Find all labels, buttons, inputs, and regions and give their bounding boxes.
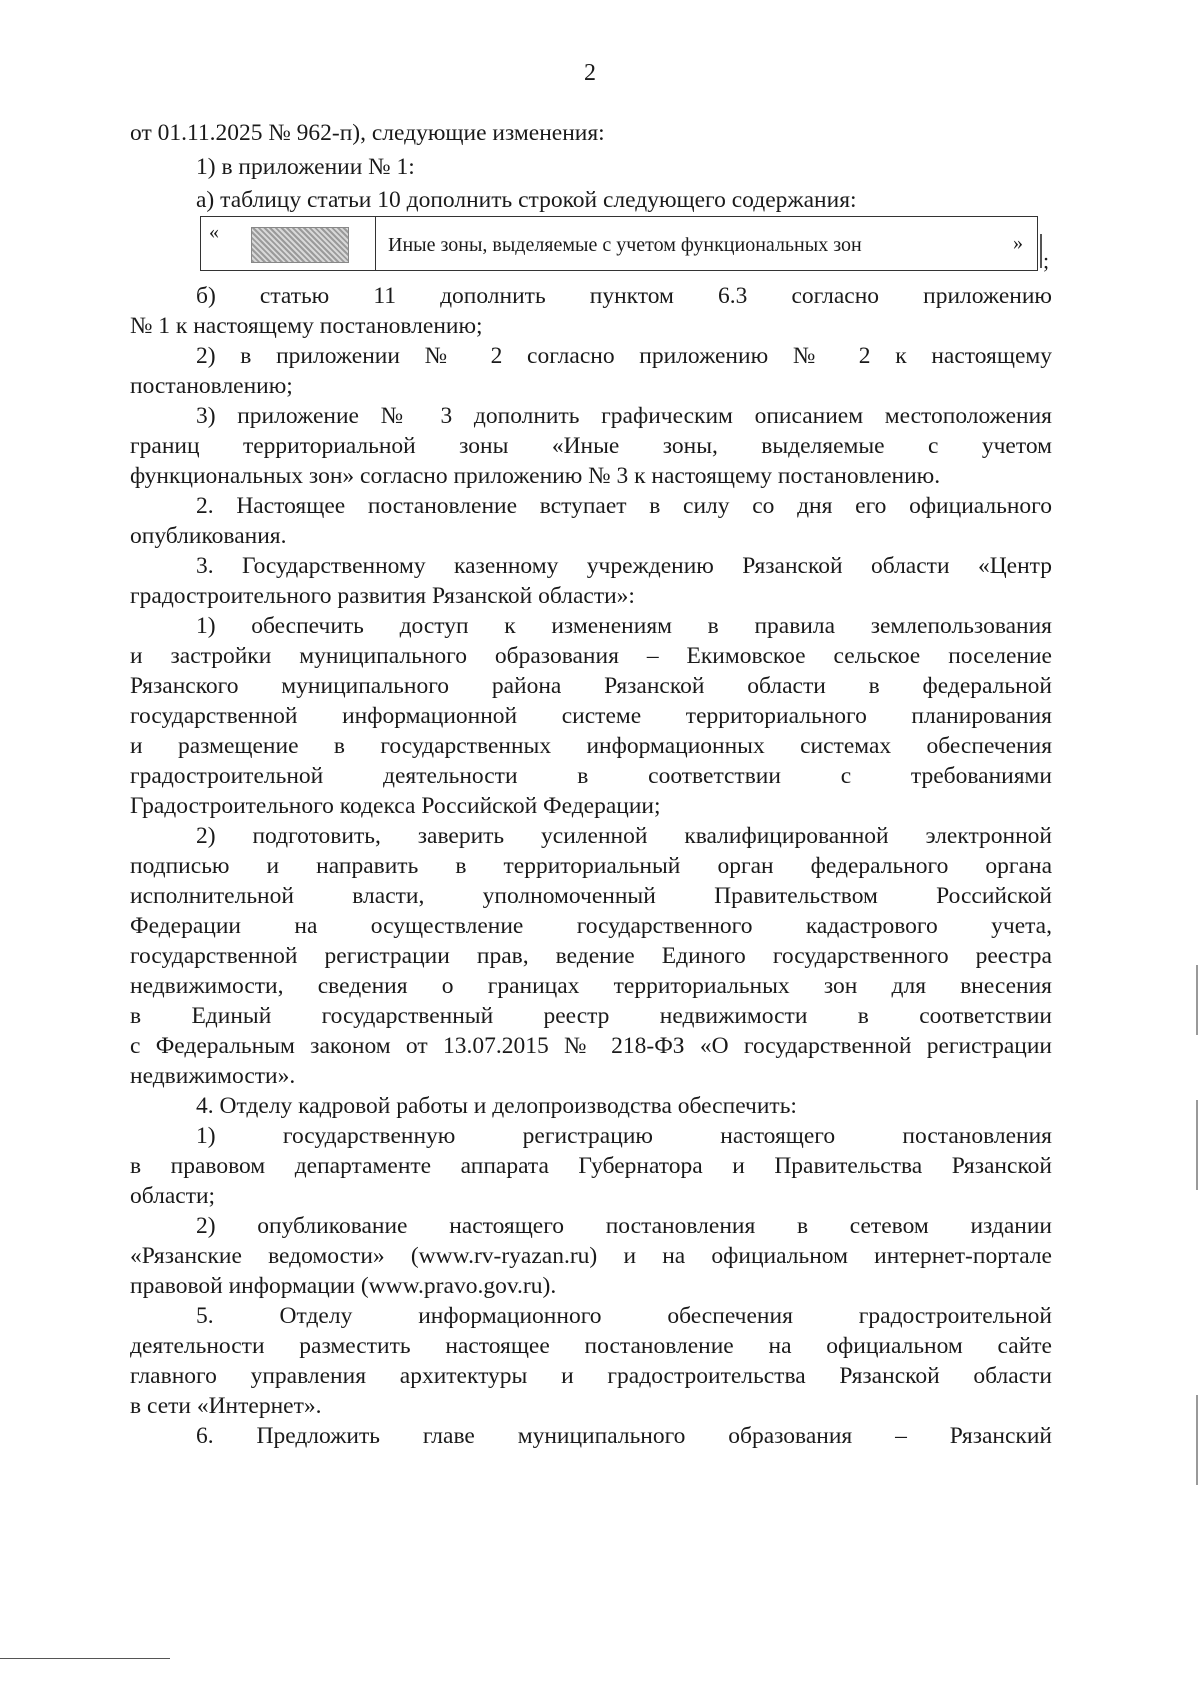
zone-name: Иные зоны, выделяемые с учетом функциональных зон (388, 234, 862, 256)
line-item5: 5. Отделу информационного обеспечения градостроительной (196, 1303, 1052, 1329)
line-annex3-cont1: границ территориальной зоны «Иные зоны, выделяемые с учетом (130, 433, 1052, 459)
line-item4-1-c2: области; (130, 1183, 216, 1209)
zone-name-cell (376, 217, 1037, 270)
table-semicolon: ; (1043, 248, 1050, 273)
line-item5-c2: главного управления архитектуры и градостроительства Рязанской области (130, 1363, 1052, 1389)
line-item3-2: 2) подготовить, заверить усиленной квалифицированной электронной (196, 823, 1052, 849)
line-item5-c1: деятельности разместить настоящее постановление на официальном сайте (130, 1333, 1052, 1359)
line-table-art10: а) таблицу статьи 10 дополнить строкой следующего содержания: (196, 187, 857, 213)
table-end-bar (1040, 234, 1042, 268)
line-item6: 6. Предложить главе муниципального образования – Рязанский (196, 1423, 1052, 1449)
redacted-code (251, 227, 349, 263)
footer-rule (0, 1658, 170, 1659)
line-item4-2-c2: правовой информации (www.pravo.gov.ru). (130, 1273, 557, 1299)
line-item3-1-c6: Градостроительного кодекса Российской Федерации; (130, 793, 661, 819)
scan-edge-mark-2 (1196, 1100, 1198, 1190)
line-item2-cont: опубликования. (130, 523, 287, 549)
line-item4-2-c1: «Рязанские ведомости» (www.rv-ryazan.ru) и на официальном интернет-портале (130, 1243, 1052, 1269)
line-item4: 4. Отделу кадровой работы и делопроизводства обеспечить: (196, 1093, 797, 1119)
line-annex2-cont: постановлению; (130, 373, 293, 399)
line-item3-2-c8: недвижимости». (130, 1063, 296, 1089)
line-art11: б) статью 11 дополнить пунктом 6.3 согласно приложению (196, 283, 1052, 309)
line-annex3: 3) приложение № 3 дополнить графическим описанием местоположения (196, 403, 1052, 429)
line-item3-2-c6: в Единый государственный реестр недвижимости в соответствии (130, 1003, 1052, 1029)
line-annex2: 2) в приложении № 2 согласно приложению № 2 к настоящему (196, 343, 1052, 369)
line-item3-2-c2: исполнительной власти, уполномоченный Правительством Российской (130, 883, 1052, 909)
page-number: 2 (584, 60, 596, 86)
scan-edge-mark-3 (1196, 1395, 1198, 1485)
scan-edge-mark-1 (1196, 965, 1198, 1035)
line-item4-1: 1) государственную регистрацию настоящего постановления (196, 1123, 1052, 1149)
line-annex3-cont2: функциональных зон» согласно приложению № 3 к настоящему постановлению. (130, 463, 941, 489)
line-item5-c3: в сети «Интернет». (130, 1393, 322, 1419)
line-item3-1-c4: и размещение в государственных информационных системах обеспечения (130, 733, 1052, 759)
line-item3: 3. Государственному казенному учреждению Рязанской области «Центр (196, 553, 1052, 579)
line-item4-2: 2) опубликование настоящего постановления в сетевом издании (196, 1213, 1052, 1239)
line-item4-1-c1: в правовом департаменте аппарата Губернатора и Правительства Рязанской (130, 1153, 1052, 1179)
line-item3-1: 1) обеспечить доступ к изменениям в правила землепользования (196, 613, 1052, 639)
line-item3-1-c2: Рязанского муниципального района Рязанской области в федеральной (130, 673, 1052, 699)
line-item3-2-c4: государственной регистрации прав, ведение Единого государственного реестра (130, 943, 1052, 969)
line-item3-cont: градостроительного развития Рязанской области»: (130, 583, 635, 609)
quote-open: « (209, 221, 219, 243)
zone-table-row (200, 216, 1038, 271)
line-item3-2-c7: с Федеральным законом от 13.07.2015 № 218-ФЗ «О государственной регистрации (130, 1033, 1052, 1059)
line-intro: от 01.11.2025 № 962-п), следующие изменения: (130, 120, 605, 146)
line-item3-1-c1: и застройки муниципального образования – Екимовское сельское поселение (130, 643, 1052, 669)
line-item3-2-c5: недвижимости, сведения о границах территориальных зон для внесения (130, 973, 1052, 999)
line-item2: 2. Настоящее постановление вступает в силу со дня его официального (196, 493, 1052, 519)
zone-code-cell (201, 217, 376, 270)
line-item3-2-c3: Федерации на осуществление государственного кадастрового учета, (130, 913, 1052, 939)
line-art11-cont: № 1 к настоящему постановлению; (130, 313, 483, 339)
line-item3-1-c3: государственной информационной системе территориального планирования (130, 703, 1052, 729)
quote-close: » (1013, 232, 1023, 254)
line-annex1: 1) в приложении № 1: (196, 154, 415, 180)
line-item3-2-c1: подписью и направить в территориальный орган федерального органа (130, 853, 1052, 879)
line-item3-1-c5: градостроительной деятельности в соответствии с требованиями (130, 763, 1052, 789)
